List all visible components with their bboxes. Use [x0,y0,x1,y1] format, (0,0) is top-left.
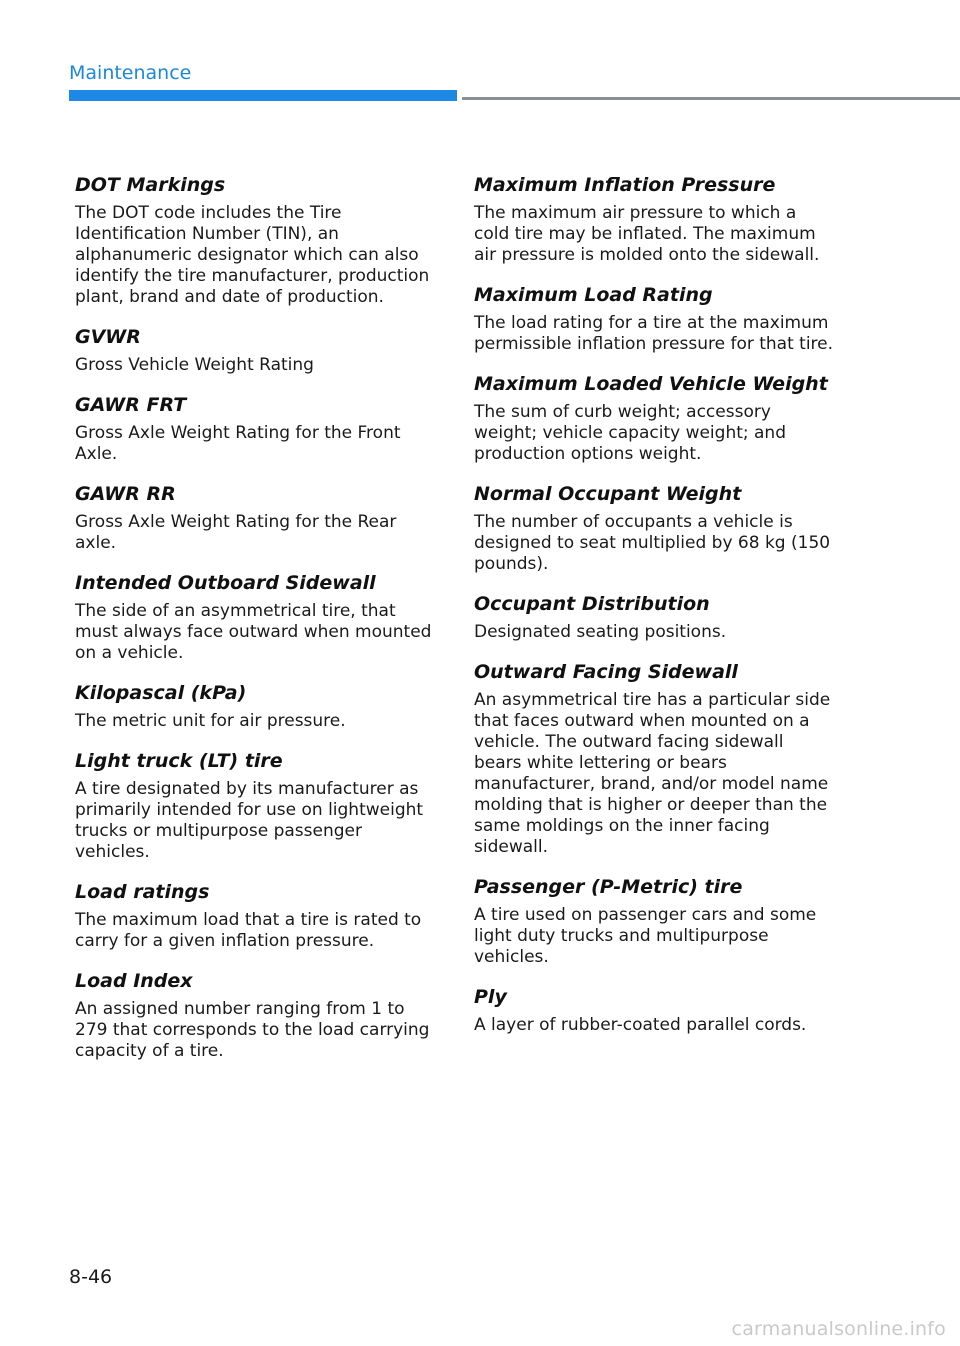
term-heading: Intended Outboard Sidewall [75,572,376,594]
term-heading: Ply [474,986,507,1008]
term-definition: An assigned number ranging from 1 to 279 that corresponds to the load carrying capacity of a tire. [75,999,430,1061]
term-definition: The side of an asymmetrical tire, that must always face outward when mounted on a vehicle. [75,601,432,663]
right-column [474,172,836,1052]
left-column [75,172,437,1078]
glossary-entry-dot-markings [75,172,437,308]
term-heading: Maximum Load Rating [474,284,713,306]
glossary-entry-gvwr [75,324,437,376]
term-definition: The DOT code includes the Tire Identification Number (TIN), an alphanumeric designator which can also identify the tire manufacturer, production plant, brand and date of production. [75,203,430,307]
term-definition: The number of occupants a vehicle is designed to seat multiplied by 68 kg (150 pounds). [474,512,831,574]
glossary-entry-maximum-loaded-vehicle-weight [474,371,836,465]
term-definition: A tire used on passenger cars and some light duty trucks and multipurpose vehicles. [474,905,817,967]
term-definition: The maximum load that a tire is rated to carry for a given inflation pressure. [75,910,422,951]
term-heading: Load Index [75,970,193,992]
term-heading: Outward Facing Sidewall [474,661,738,683]
term-definition: Gross Axle Weight Rating for the Front Axle. [75,423,401,464]
term-heading: GVWR [75,326,141,348]
term-definition: Designated seating positions. [474,622,727,642]
term-heading: Light truck (LT) tire [75,750,283,772]
glossary-entry-load-ratings [75,879,437,952]
glossary-entry-gawr-rr [75,481,437,554]
term-heading: Maximum Inflation Pressure [474,174,776,196]
term-definition: An asymmetrical tire has a particular side that faces outward when mounted on a vehicle. The outward facing sidewall bears white lettering or bears manufacturer, brand, and/or model name molding that is higher or deeper than the same moldings on the inner facing sidewall. [474,690,831,857]
term-definition: The maximum air pressure to which a cold tire may be inflated. The maximum air pressure is molded onto the sidewall. [474,203,820,265]
term-definition: Gross Vehicle Weight Rating [75,355,314,375]
term-definition: The load rating for a tire at the maximum permissible inflation pressure for that tire. [474,313,834,354]
term-heading: Normal Occupant Weight [474,483,742,505]
term-definition: Gross Axle Weight Rating for the Rear axle. [75,512,397,553]
glossary-entry-maximum-load-rating [474,282,836,355]
term-definition: The sum of curb weight; accessory weight; vehicle capacity weight; and production options weight. [474,402,787,464]
glossary-entry-maximum-inflation-pressure [474,172,836,266]
term-definition: A tire designated by its manufacturer as primarily intended for use on lightweight trucks or multipurpose passenger vehicles. [75,779,424,862]
term-definition: The metric unit for air pressure. [75,711,346,731]
term-heading: Occupant Distribution [474,593,710,615]
glossary-entry-normal-occupant-weight [474,481,836,575]
term-heading: Load ratings [75,881,210,903]
section-title: Maintenance [69,62,192,84]
term-heading: Kilopascal (kPa) [75,682,247,704]
glossary-entry-load-index [75,968,437,1062]
page-number: 8-46 [69,1266,113,1288]
glossary-entry-gawr-frt [75,392,437,465]
glossary-entry-intended-outboard-sidewall [75,570,437,664]
term-heading: DOT Markings [75,174,226,196]
term-heading: GAWR FRT [75,394,187,416]
glossary-entry-outward-facing-sidewall [474,659,836,858]
term-heading: GAWR RR [75,483,176,505]
glossary-entry-kilopascal [75,680,437,732]
header-accent-rule [69,90,457,101]
watermark-text: carmanualsonline.info [731,1318,946,1340]
term-heading: Maximum Loaded Vehicle Weight [474,373,828,395]
term-definition: A layer of rubber-coated parallel cords. [474,1015,807,1035]
glossary-entry-occupant-distribution [474,591,836,643]
term-heading: Passenger (P-Metric) tire [474,876,743,898]
glossary-entry-light-truck-tire [75,748,437,863]
glossary-entry-passenger-tire [474,874,836,968]
glossary-entry-ply [474,984,836,1036]
header-divider-rule [462,97,960,100]
